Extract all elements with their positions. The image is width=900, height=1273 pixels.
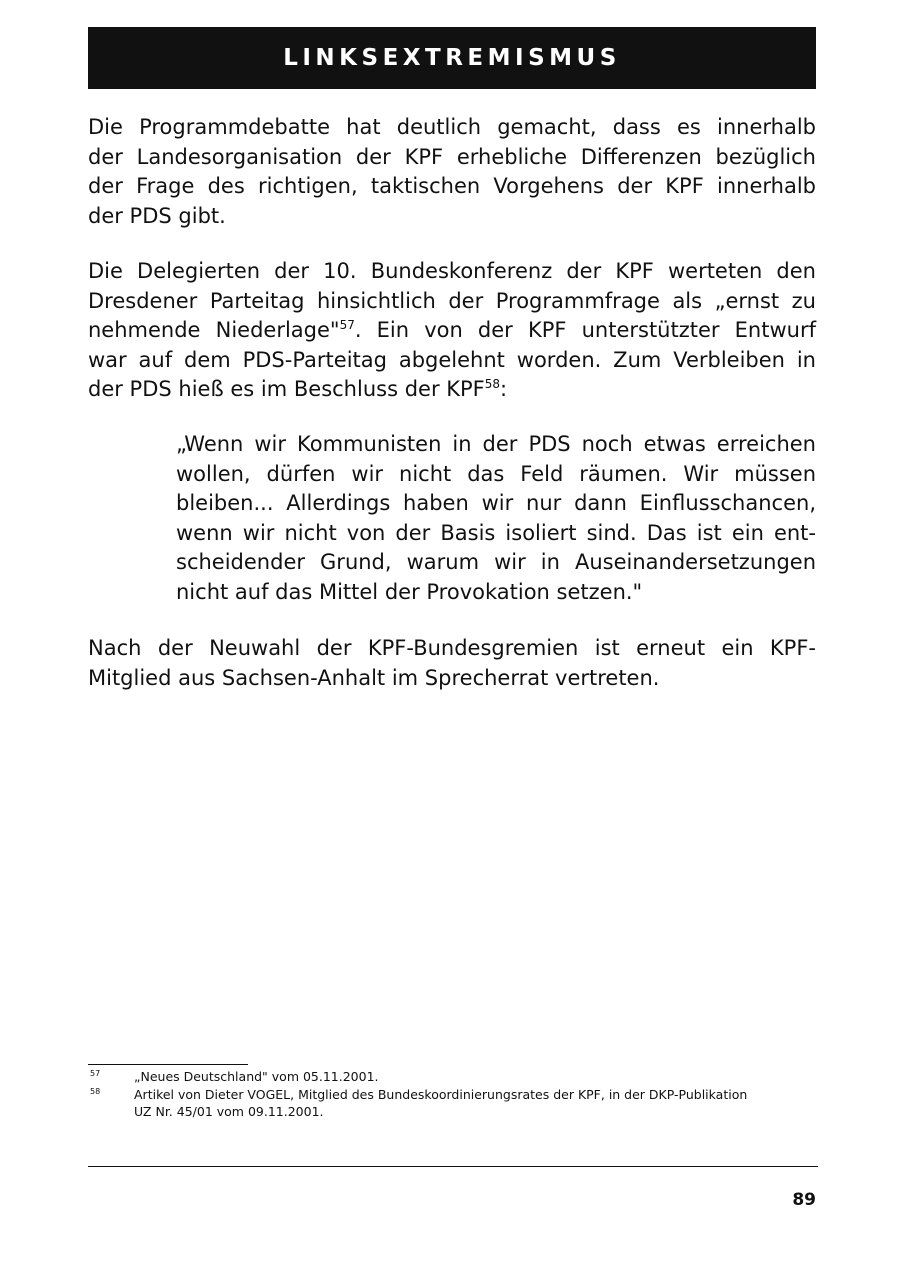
quote-line: „Wenn wir Kommunisten in der PDS noch etwas erreichen — [176, 432, 816, 456]
quote-line: nicht auf das Mittel der Provokation setzen." — [176, 579, 643, 604]
block-quote — [176, 430, 816, 607]
footnote-ref-57: 57 — [339, 318, 355, 332]
text-line: war auf dem PDS-Parteitag abgelehnt worden. Zum Verbleiben in — [88, 347, 816, 372]
quote-line: wollen, dürfen wir nicht das Feld räumen. Wir müssen — [176, 461, 816, 486]
footnote-57 — [88, 1068, 828, 1086]
text-line: Nach der Neuwahl der KPF-Bundesgremien ist erneut ein KPF- — [88, 636, 816, 660]
paragraph-1 — [88, 113, 816, 231]
page-number: 89 — [792, 1190, 816, 1210]
footnote-number: 58 — [90, 1086, 101, 1096]
footnotes — [88, 1068, 828, 1121]
footnote-divider — [88, 1064, 248, 1065]
text-segment: nehmende Niederlage" — [88, 318, 340, 342]
text-line: der Frage des richtigen, taktischen Vorgehens der KPF innerhalb — [88, 174, 816, 198]
quote-line: bleiben... Allerdings haben wir nur dann Einflusschancen, — [176, 491, 816, 515]
text-line: der Landesorganisation der KPF erhebliche Differenzen bezüglich — [88, 144, 816, 169]
section-header — [88, 27, 816, 89]
text-line: der PDS gibt. — [88, 203, 226, 228]
text-line: Dresdener Parteitag hinsichtlich der Programmfrage als „ernst zu — [88, 288, 816, 313]
text-segment: : — [500, 377, 508, 401]
section-title: LINKSEXTREMISMUS — [283, 45, 621, 71]
quote-line: scheidender Grund, warum wir in Auseinandersetzungen — [176, 550, 816, 574]
text-line: Die Programmdebatte hat deutlich gemacht, dass es innerhalb — [88, 115, 816, 139]
text-segment: der PDS hieß es im Beschluss der KPF — [88, 377, 485, 401]
footnote-text: Artikel von Dieter VOGEL, Mitglied des Bundeskoordinierungsrates der KPF, in der DKP-Publikation — [134, 1086, 748, 1102]
footnote-number: 57 — [90, 1069, 101, 1078]
footnote-58 — [88, 1086, 828, 1121]
quote-line: wenn wir nicht von der Basis isoliert sind. Das ist ein ent- — [176, 520, 816, 545]
text-segment: . Ein von der KPF unterstützter Entwurf — [354, 318, 816, 342]
text-line: Mitglied aus Sachsen-Anhalt im Sprecherrat vertreten. — [88, 665, 660, 690]
footnote-text: „Neues Deutschland" vom 05.11.2001. — [134, 1069, 379, 1084]
text-line: Die Delegierten der 10. Bundeskonferenz der KPF werteten den — [88, 259, 816, 283]
paragraph-2 — [88, 257, 816, 405]
footnote-text: UZ Nr. 45/01 vom 09.11.2001. — [134, 1104, 324, 1119]
footnote-ref-58: 58 — [484, 377, 501, 391]
paragraph-3 — [88, 634, 816, 693]
text-line — [88, 316, 816, 346]
page-bottom-rule — [88, 1166, 818, 1167]
text-line — [88, 375, 816, 405]
